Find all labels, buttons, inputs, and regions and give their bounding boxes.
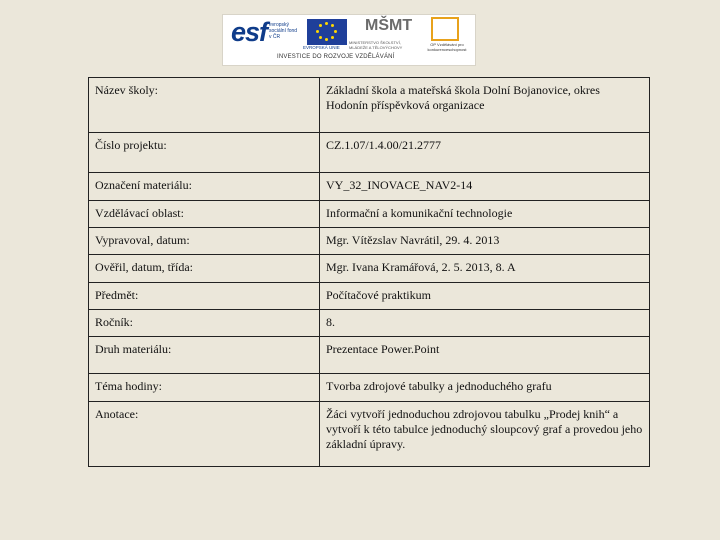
op-logo-icon [431,17,459,41]
table-row [89,133,650,173]
table-row [89,201,650,228]
project-info-table [88,77,650,467]
row-value: Počítačové praktikum [320,283,650,310]
row-label: Název školy: [89,78,320,133]
row-label: Druh materiálu: [89,337,320,374]
row-value: Prezentace Power.Point [320,337,650,374]
row-value: Základní škola a mateřská škola Dolní Bojanovice, okres Hodonín příspěvková organizace [320,78,650,133]
row-value: VY_32_INOVACE_NAV2-14 [320,173,650,201]
row-label: Označení materiálu: [89,173,320,201]
row-value: Informační a komunikační technologie [320,201,650,228]
slogan: INVESTICE DO ROZVOJE VZDĚLÁVÁNÍ [277,54,395,60]
row-label: Vzdělávací oblast: [89,201,320,228]
row-value: 8. [320,310,650,337]
row-value: Mgr. Ivana Kramářová, 2. 5. 2013, 8. A [320,255,650,283]
row-label: Číslo projektu: [89,133,320,173]
msmt-caption: MINISTERSTVO ŠKOLSTVÍ, MLÁDEŽE A TĚLOVÝCHOVY [349,40,403,50]
row-value: CZ.1.07/1.4.00/21.2777 [320,133,650,173]
msmt-logo: MŠMT [365,17,413,34]
row-label: Téma hodiny: [89,374,320,402]
table-row [89,310,650,337]
table-row [89,228,650,255]
table-row [89,255,650,283]
esf-logo [229,17,298,49]
logo-banner [222,14,476,66]
table-row [89,283,650,310]
row-value: Mgr. Vítězslav Navrátil, 29. 4. 2013 [320,228,650,255]
eu-caption: EVROPSKÁ UNIE [303,45,340,50]
table-row [89,173,650,201]
op-caption: OP Vzdělávání pro konkurenceschopnost [427,42,467,52]
row-label: Ověřil, datum, třída: [89,255,320,283]
table-row [89,402,650,467]
table-row [89,78,650,133]
row-label: Vypravoval, datum: [89,228,320,255]
row-label: Předmět: [89,283,320,310]
row-label: Ročník: [89,310,320,337]
table-row [89,337,650,374]
esf-caption: evropský sociální fond v ČR [269,22,298,40]
row-value: Tvorba zdrojové tabulky a jednoduchého grafu [320,374,650,402]
eu-flag-icon [307,19,347,45]
row-label: Anotace: [89,402,320,467]
row-value: Žáci vytvoří jednoduchou zdrojovou tabulku „Prodej knih“ a vytvoří k této tabulce jednoduchý sloupcový graf a provedou jeho základní úpravy. [320,402,650,467]
table-row [89,374,650,402]
esf-logo-text: esf [231,17,268,47]
